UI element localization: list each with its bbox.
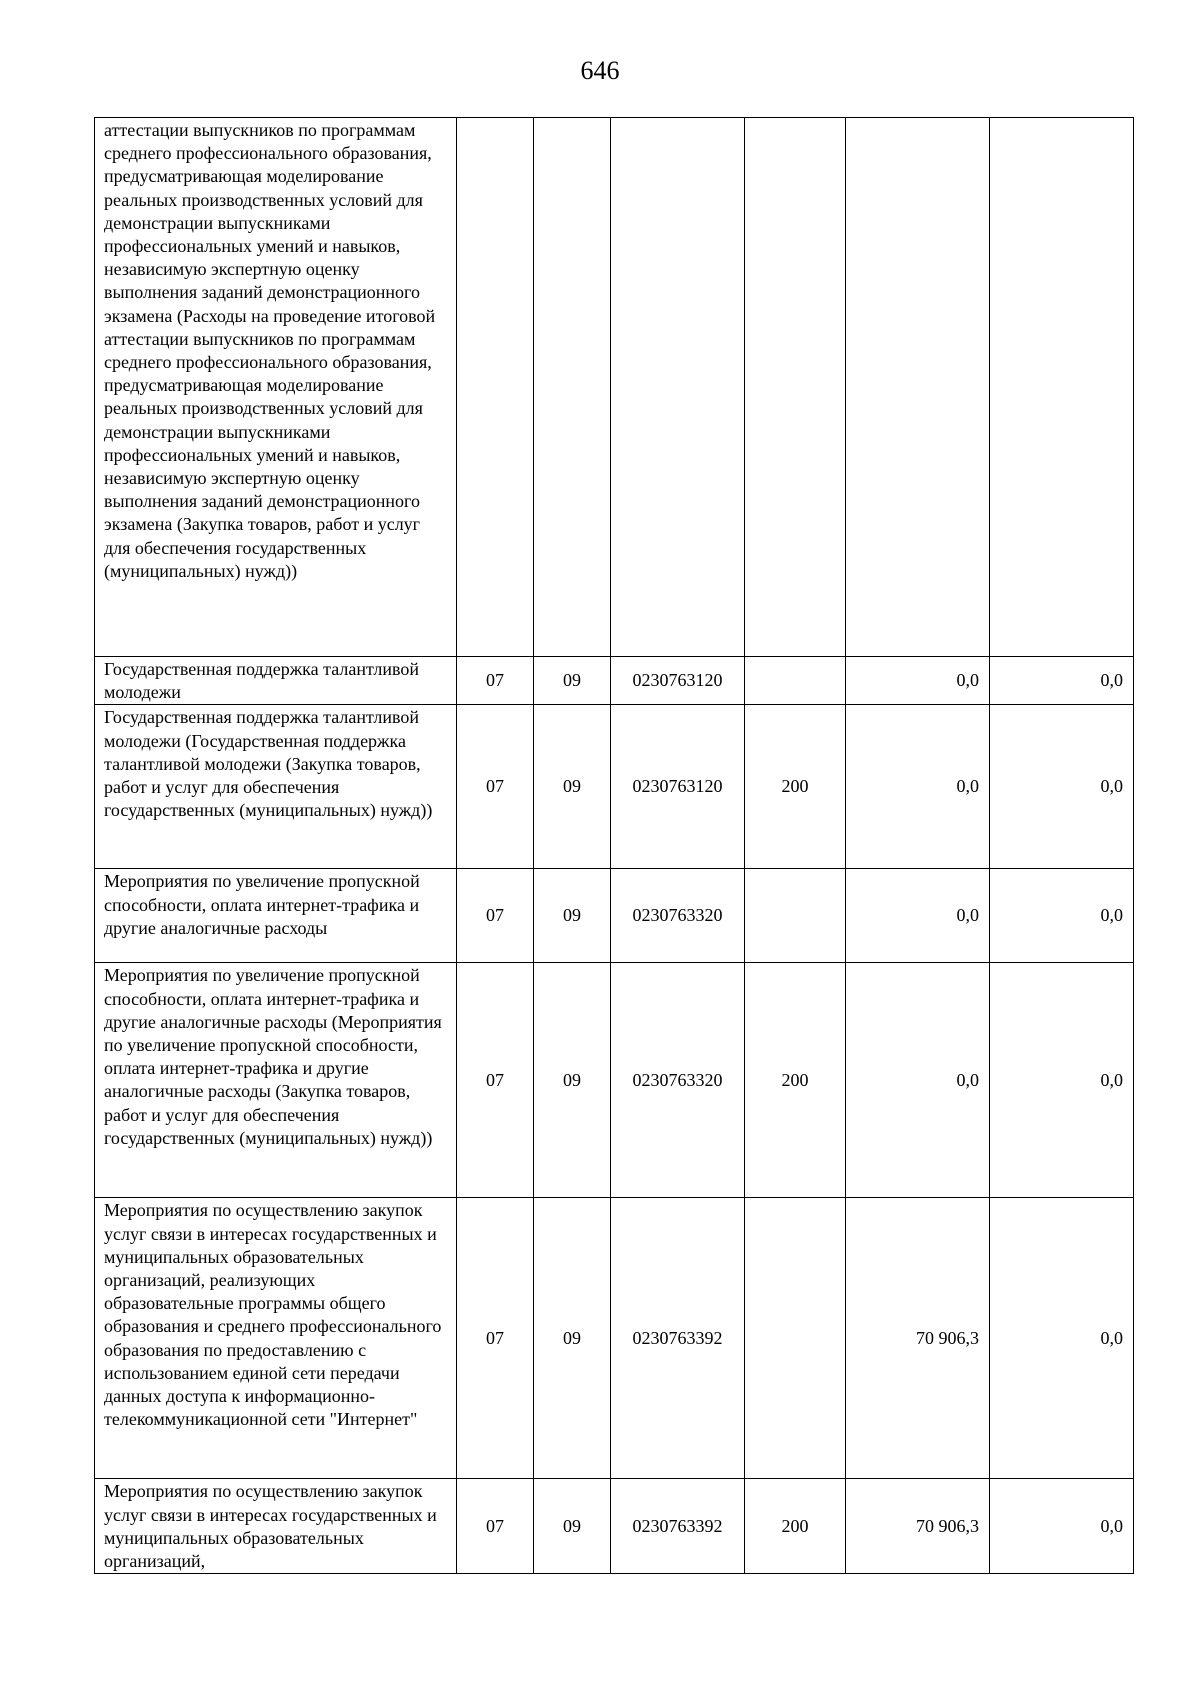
amount-year1-cell: 0,0	[846, 705, 990, 869]
table-row	[95, 705, 1134, 869]
target-article-cell: 0230763392	[611, 1198, 745, 1479]
amount-year2-cell: 0,0	[990, 657, 1134, 705]
budget-table	[94, 117, 1134, 1574]
page-number: 646	[580, 56, 620, 85]
amount-year2-cell: 0,0	[990, 963, 1134, 1198]
expense-type-cell	[745, 118, 846, 657]
subsection-code-cell: 09	[534, 1198, 611, 1479]
row-name-cell: Мероприятия по увеличение пропускной способности, оплата интернет-трафика и другие аналогичные расходы	[95, 869, 457, 963]
target-article-cell: 0230763392	[611, 1479, 745, 1574]
section-code-cell: 07	[457, 657, 534, 705]
expense-type-cell	[745, 869, 846, 963]
amount-year2-cell: 0,0	[990, 1198, 1134, 1479]
table-row	[95, 869, 1134, 963]
target-article-cell: 0230763120	[611, 657, 745, 705]
table-row	[95, 963, 1134, 1198]
amount-year1-cell	[846, 118, 990, 657]
subsection-code-cell	[534, 118, 611, 657]
section-code-cell: 07	[457, 1198, 534, 1479]
target-article-cell	[611, 118, 745, 657]
subsection-code-cell: 09	[534, 705, 611, 869]
row-name-cell: Мероприятия по осуществлению закупок услуг связи в интересах государственных и муниципальных образовательных организаций, реализующих образовательные программы общего образования и среднего профессионального образования по предоставлению с использованием единой сети передачи данных доступа к информационно-телекоммуникационной сети "Интернет"	[95, 1198, 457, 1479]
subsection-code-cell: 09	[534, 657, 611, 705]
amount-year1-cell: 0,0	[846, 963, 990, 1198]
row-name-cell: Мероприятия по осуществлению закупок услуг связи в интересах государственных и муниципальных образовательных организаций,	[95, 1479, 457, 1574]
amount-year2-cell: 0,0	[990, 1479, 1134, 1574]
amount-year2-cell: 0,0	[990, 705, 1134, 869]
row-name-cell: Государственная поддержка талантливой молодежи (Государственная поддержка талантливой молодежи (Закупка товаров, работ и услуг для обеспечения государственных (муниципальных) нужд))	[95, 705, 457, 869]
amount-year1-cell: 0,0	[846, 869, 990, 963]
table-row	[95, 1479, 1134, 1574]
target-article-cell: 0230763320	[611, 963, 745, 1198]
subsection-code-cell: 09	[534, 963, 611, 1198]
table-row	[95, 657, 1134, 705]
amount-year1-cell: 0,0	[846, 657, 990, 705]
section-code-cell: 07	[457, 705, 534, 869]
target-article-cell: 0230763120	[611, 705, 745, 869]
section-code-cell: 07	[457, 1479, 534, 1574]
section-code-cell	[457, 118, 534, 657]
subsection-code-cell: 09	[534, 869, 611, 963]
section-code-cell: 07	[457, 963, 534, 1198]
amount-year2-cell	[990, 118, 1134, 657]
table-row	[95, 118, 1134, 657]
row-name-cell: Государственная поддержка талантливой молодежи	[95, 657, 457, 705]
expense-type-cell	[745, 1198, 846, 1479]
row-name-cell: аттестации выпускников по программам среднего профессионального образования, предусматривающая моделирование реальных производственных условий для демонстрации выпускниками профессиональных умений и навыков, независимую экспертную оценку выполнения заданий демонстрационного экзамена (Расходы на проведение итоговой аттестации выпускников по программам среднего профессионального образования, предусматривающая моделирование реальных производственных условий для демонстрации выпускниками профессиональных умений и навыков, независимую экспертную оценку выполнения заданий демонстрационного экзамена (Закупка товаров, работ и услуг для обеспечения государственных (муниципальных) нужд))	[95, 118, 457, 657]
expense-type-cell: 200	[745, 963, 846, 1198]
expense-type-cell	[745, 657, 846, 705]
row-name-cell: Мероприятия по увеличение пропускной способности, оплата интернет-трафика и другие аналогичные расходы (Мероприятия по увеличение пропускной способности, оплата интернет-трафика и другие аналогичные расходы (Закупка товаров, работ и услуг для обеспечения государственных (муниципальных) нужд))	[95, 963, 457, 1198]
table-row	[95, 1198, 1134, 1479]
amount-year2-cell: 0,0	[990, 869, 1134, 963]
section-code-cell: 07	[457, 869, 534, 963]
amount-year1-cell: 70 906,3	[846, 1198, 990, 1479]
target-article-cell: 0230763320	[611, 869, 745, 963]
amount-year1-cell: 70 906,3	[846, 1479, 990, 1574]
expense-type-cell: 200	[745, 1479, 846, 1574]
expense-type-cell: 200	[745, 705, 846, 869]
subsection-code-cell: 09	[534, 1479, 611, 1574]
